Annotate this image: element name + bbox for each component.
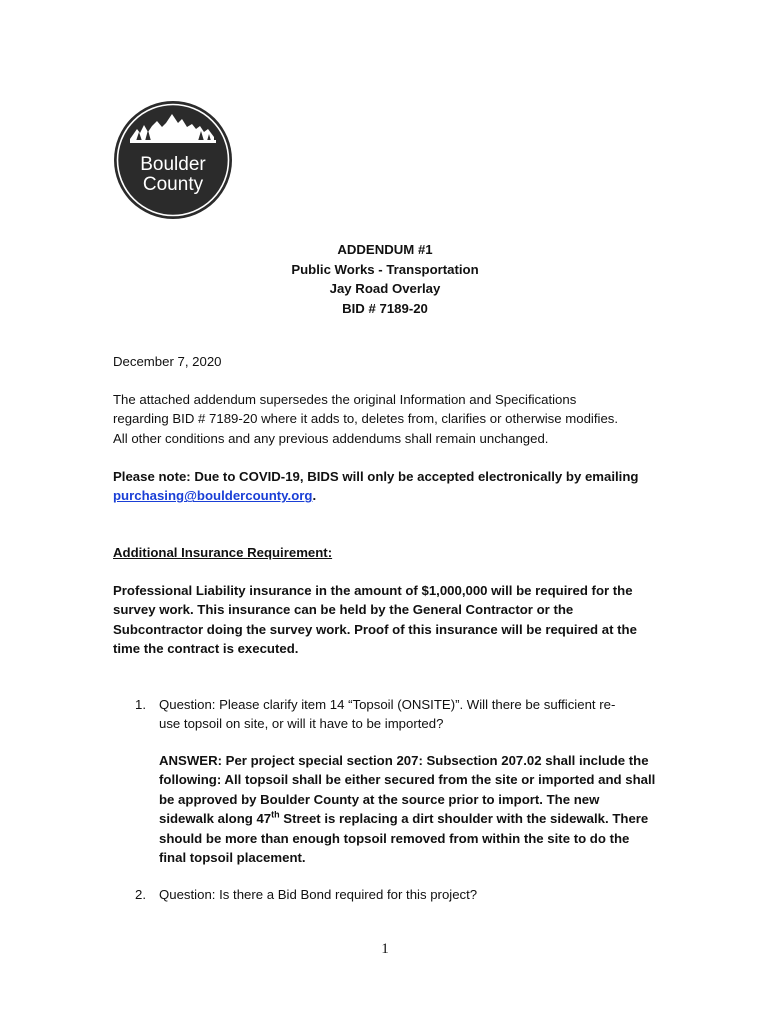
covid-note-text: Please note: Due to COVID-19, BIDS will only be accepted electronically by emailing [113,469,639,484]
insurance-line-3: Subcontractor doing the survey work. Proof of this insurance will be required at the [113,621,637,637]
question-2 [135,885,665,904]
intro-line-1: The attached addendum supersedes the original Information and Specifications [113,392,577,407]
insurance-line-4: time the contract is executed. [113,641,299,657]
intro-paragraph [113,390,673,448]
answer-line-6: final topsoil placement. [159,850,306,866]
answer-line-4-sup: th [271,809,280,820]
answer-line-4 [159,809,669,828]
answer-line-2: following: All topsoil shall be either secured from the site or imported and shall [159,772,656,788]
answer-line-4-b: Street is replacing a dirt shoulder with the sidewalk. There [279,811,649,827]
heading-line-4: BID # 7189-20 [342,300,428,316]
covid-note [113,467,673,506]
boulder-county-logo [112,99,234,221]
logo-text-line2: County [142,174,204,195]
intro-line-3: All other conditions and any previous addendums shall remain unchanged. [113,430,549,446]
addendum-heading [0,240,770,318]
insurance-line-2: survey work. This insurance can be held by the General Contractor or the [113,602,574,618]
heading-line-3: Jay Road Overlay [329,281,441,297]
purchasing-email-link[interactable]: purchasing@bouldercounty.org [113,488,313,504]
heading-line-2: Public Works - Transportation [291,261,479,277]
answer-line-5: should be more than enough topsoil removed from within the site to do the [159,830,630,846]
question-1 [135,695,665,734]
intro-line-2: regarding BID # 7189-20 where it adds to, deletes from, clarifies or otherwise modifies. [113,411,619,427]
question-1-number: 1. [135,697,146,712]
answer-1 [159,751,669,867]
note-period: . [312,488,317,504]
logo-text-line1: Boulder [140,154,206,175]
question-2-number: 2. [135,887,146,902]
question-1-line-1: Question: Please clarify item 14 “Topsoil (ONSITE)”. Will there be sufficient re- [159,697,616,712]
insurance-paragraph [113,581,673,659]
question-1-line-2: use topsoil on site, or will it have to be imported? [159,716,444,732]
document-date: December 7, 2020 [113,354,222,369]
answer-line-3: be approved by Boulder County at the source prior to import. The new [159,791,600,807]
page-number: 1 [381,941,389,957]
answer-line-4-a: sidewalk along 47 [159,811,272,827]
question-2-line-1: Question: Is there a Bid Bond required for this project? [159,887,478,902]
answer-line-1: ANSWER: Per project special section 207: Subsection 207.02 shall include the [159,753,649,768]
insurance-line-1: Professional Liability insurance in the amount of $1,000,000 will be required for the [113,583,633,598]
insurance-heading: Additional Insurance Requirement: [113,545,333,560]
heading-line-1: ADDENDUM #1 [337,242,433,257]
